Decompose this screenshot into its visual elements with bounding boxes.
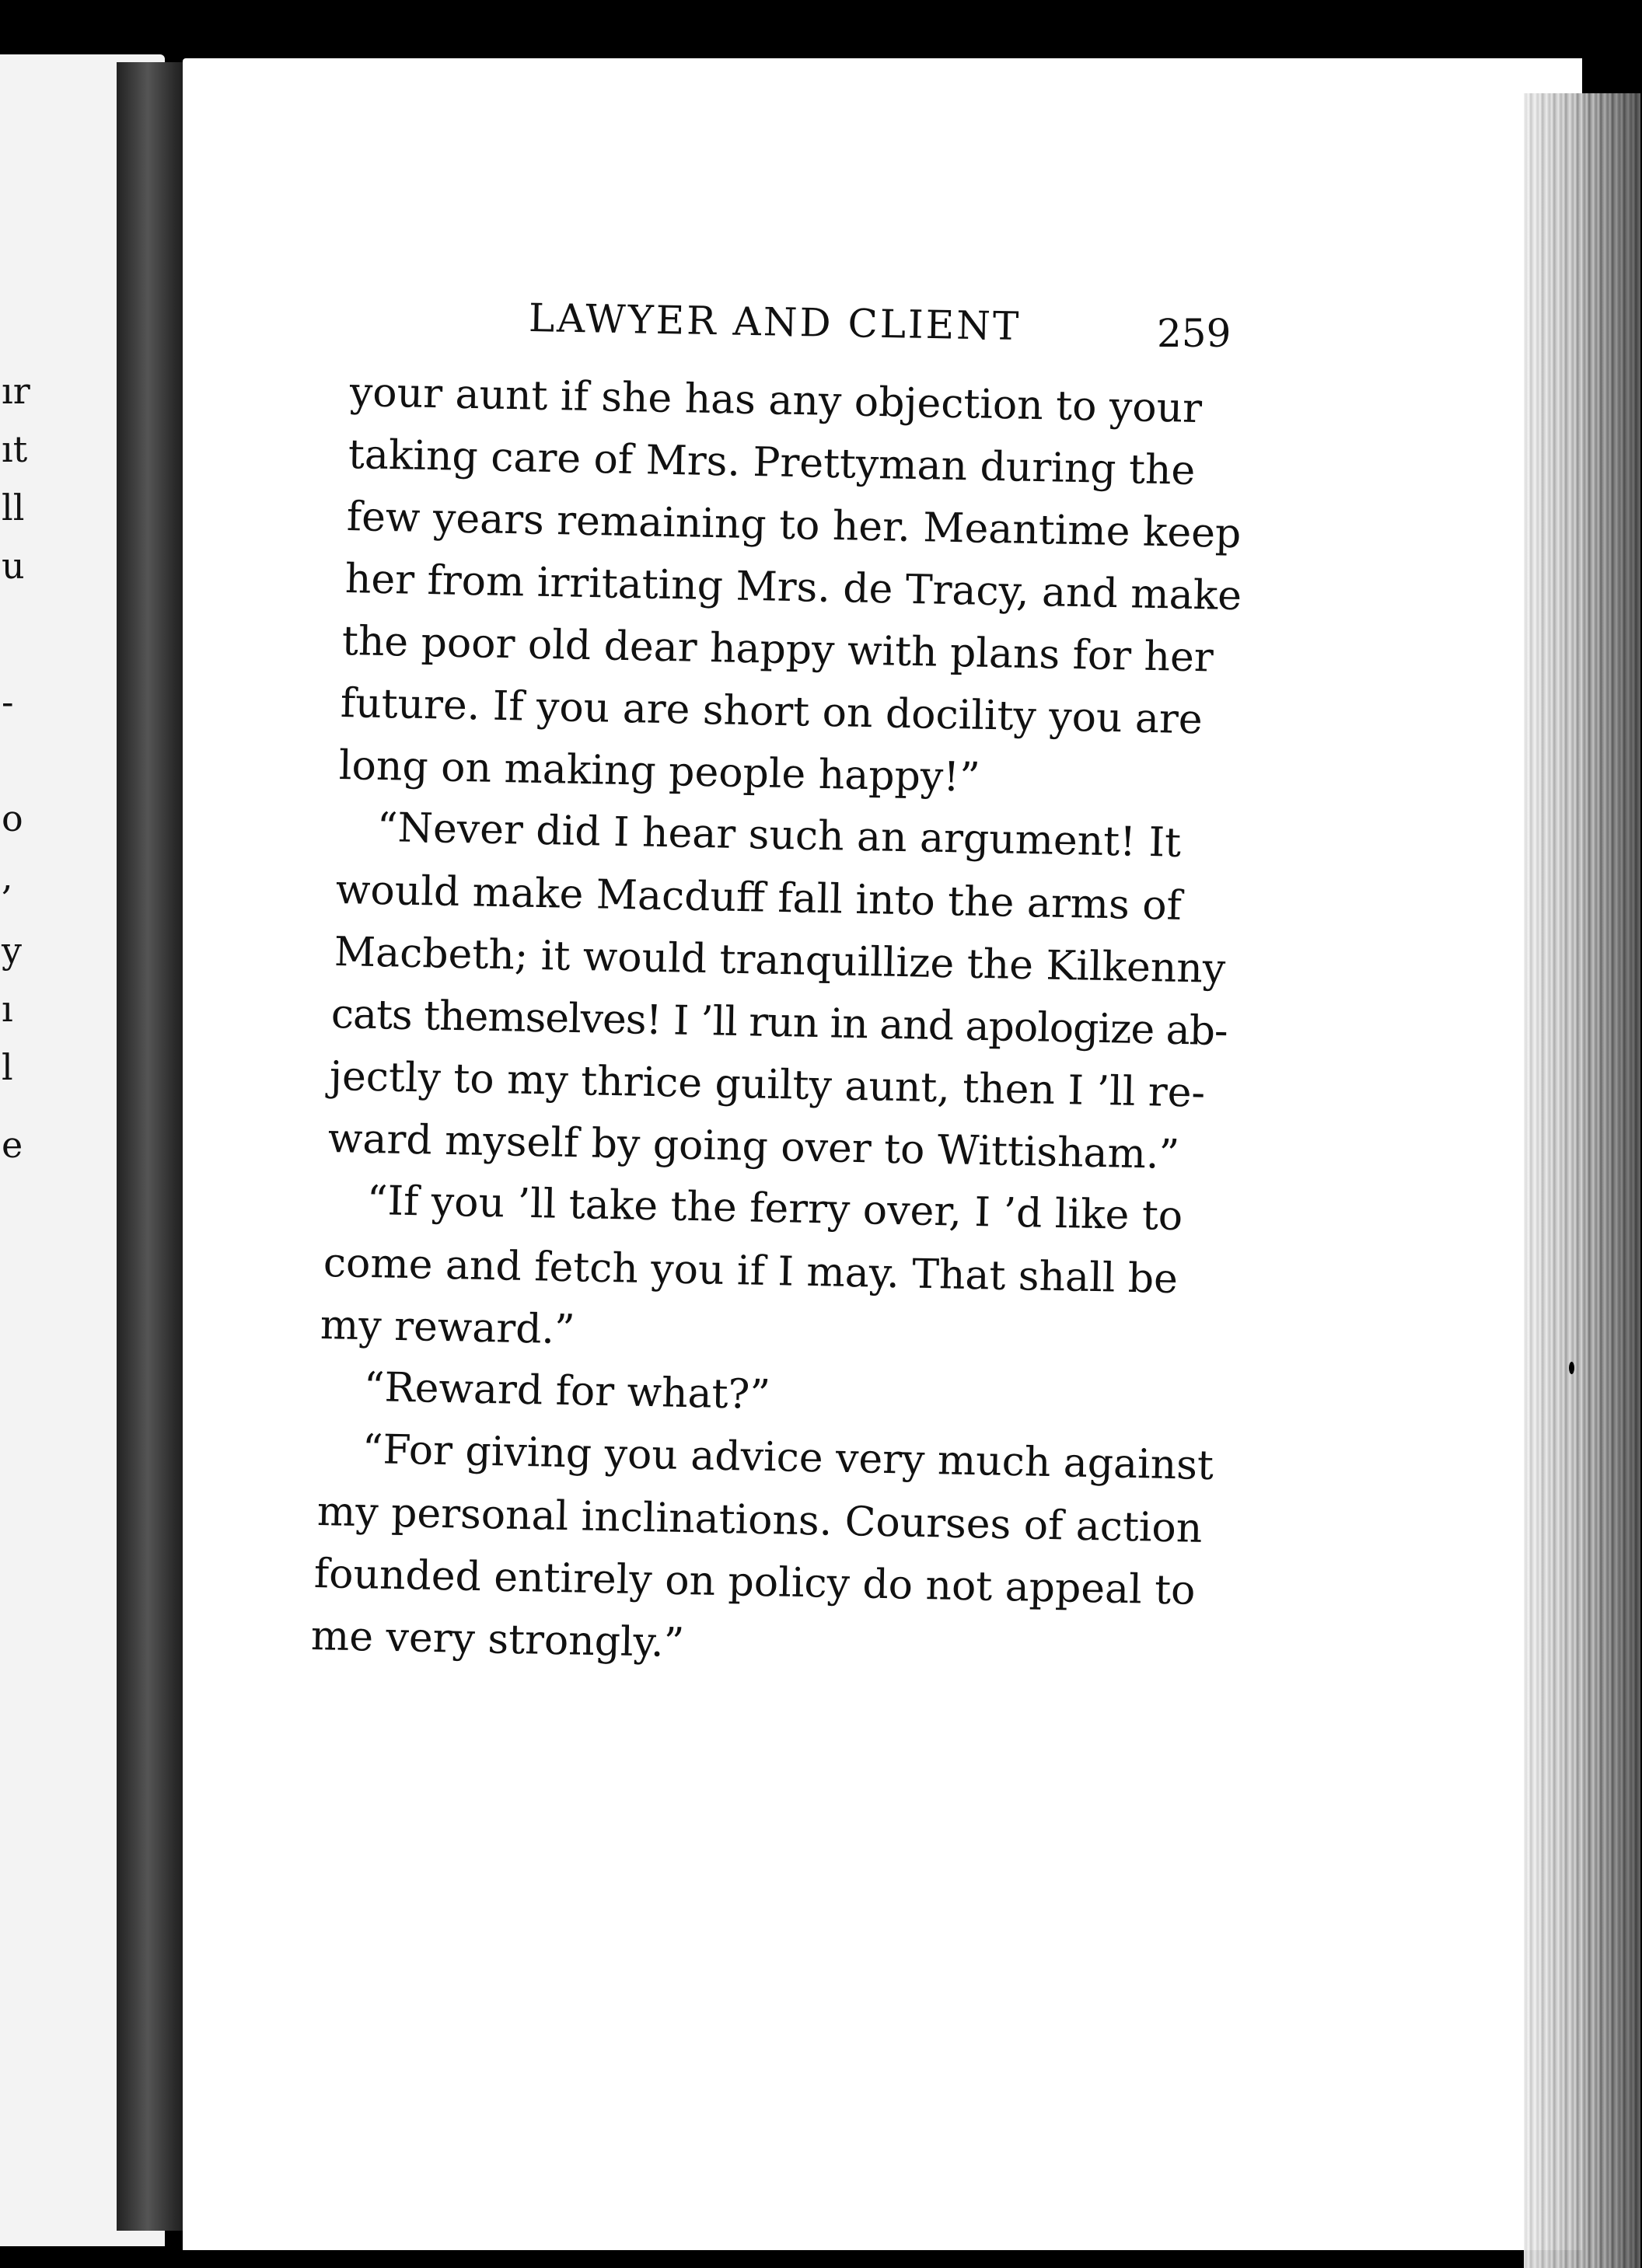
text-line: my reward.” (320, 1302, 576, 1354)
text-line: future. If you are short on docility you are (340, 680, 1204, 744)
left-page-fragment: , (2, 856, 13, 898)
left-page-fragment: e (2, 1124, 23, 1166)
text-line: Macbeth; it would tranquillize the Kilkenny (334, 929, 1226, 993)
text-line: my personal inclinations. Courses of action (316, 1488, 1203, 1552)
left-page-fragment: o (2, 797, 23, 839)
text-line: her from irritating Mrs. de Tracy, and make (344, 556, 1242, 620)
left-page-fragment: ır (2, 370, 30, 412)
left-page-fragment: ll (2, 487, 25, 529)
text-line: “Never did I hear such an argument! It (376, 804, 1182, 867)
running-title: LAWYER AND CLIENT (528, 295, 1022, 350)
left-page-fragment: l (2, 1046, 13, 1088)
page-edges (1524, 93, 1640, 2268)
text-line: few years remaining to her. Meantime keep (346, 494, 1242, 558)
left-page-fragment: u (2, 545, 25, 587)
text-line: “For giving you advice very much against (362, 1426, 1214, 1490)
text-line: me very strongly.” (310, 1613, 685, 1667)
text-line: long on making people happy!” (338, 742, 981, 801)
text-line: would make Macduff fall into the arms of (335, 867, 1183, 930)
ink-speck (1569, 1362, 1574, 1374)
text-line: ward myself by going over to Wittisham.” (327, 1115, 1180, 1179)
text-line: jectly to my thrice guilty aunt, then I ’ll re- (329, 1053, 1206, 1117)
text-line: come and fetch you if I may. That shall be (323, 1240, 1179, 1303)
left-page-fragment: ıt (2, 428, 28, 470)
left-page-fragment: ı (2, 988, 13, 1030)
left-page-fragment: - (2, 681, 14, 723)
left-page-fragment: y (2, 930, 22, 972)
text-line: “If you ’ll take the ferry over, I ’d like to (366, 1178, 1183, 1240)
page-number: 259 (1157, 311, 1232, 356)
text-line: your aunt if she has any objection to your (349, 369, 1203, 433)
text-line: “Reward for what?” (363, 1364, 771, 1419)
text-line: cats themselves! I ’ll run in and apologize ab- (330, 991, 1228, 1055)
text-line: taking care of Mrs. Prettyman during the (348, 431, 1196, 494)
text-line: the poor old dear happy with plans for her (341, 618, 1214, 682)
text-line: founded entirely on policy do not appeal to (313, 1551, 1197, 1614)
